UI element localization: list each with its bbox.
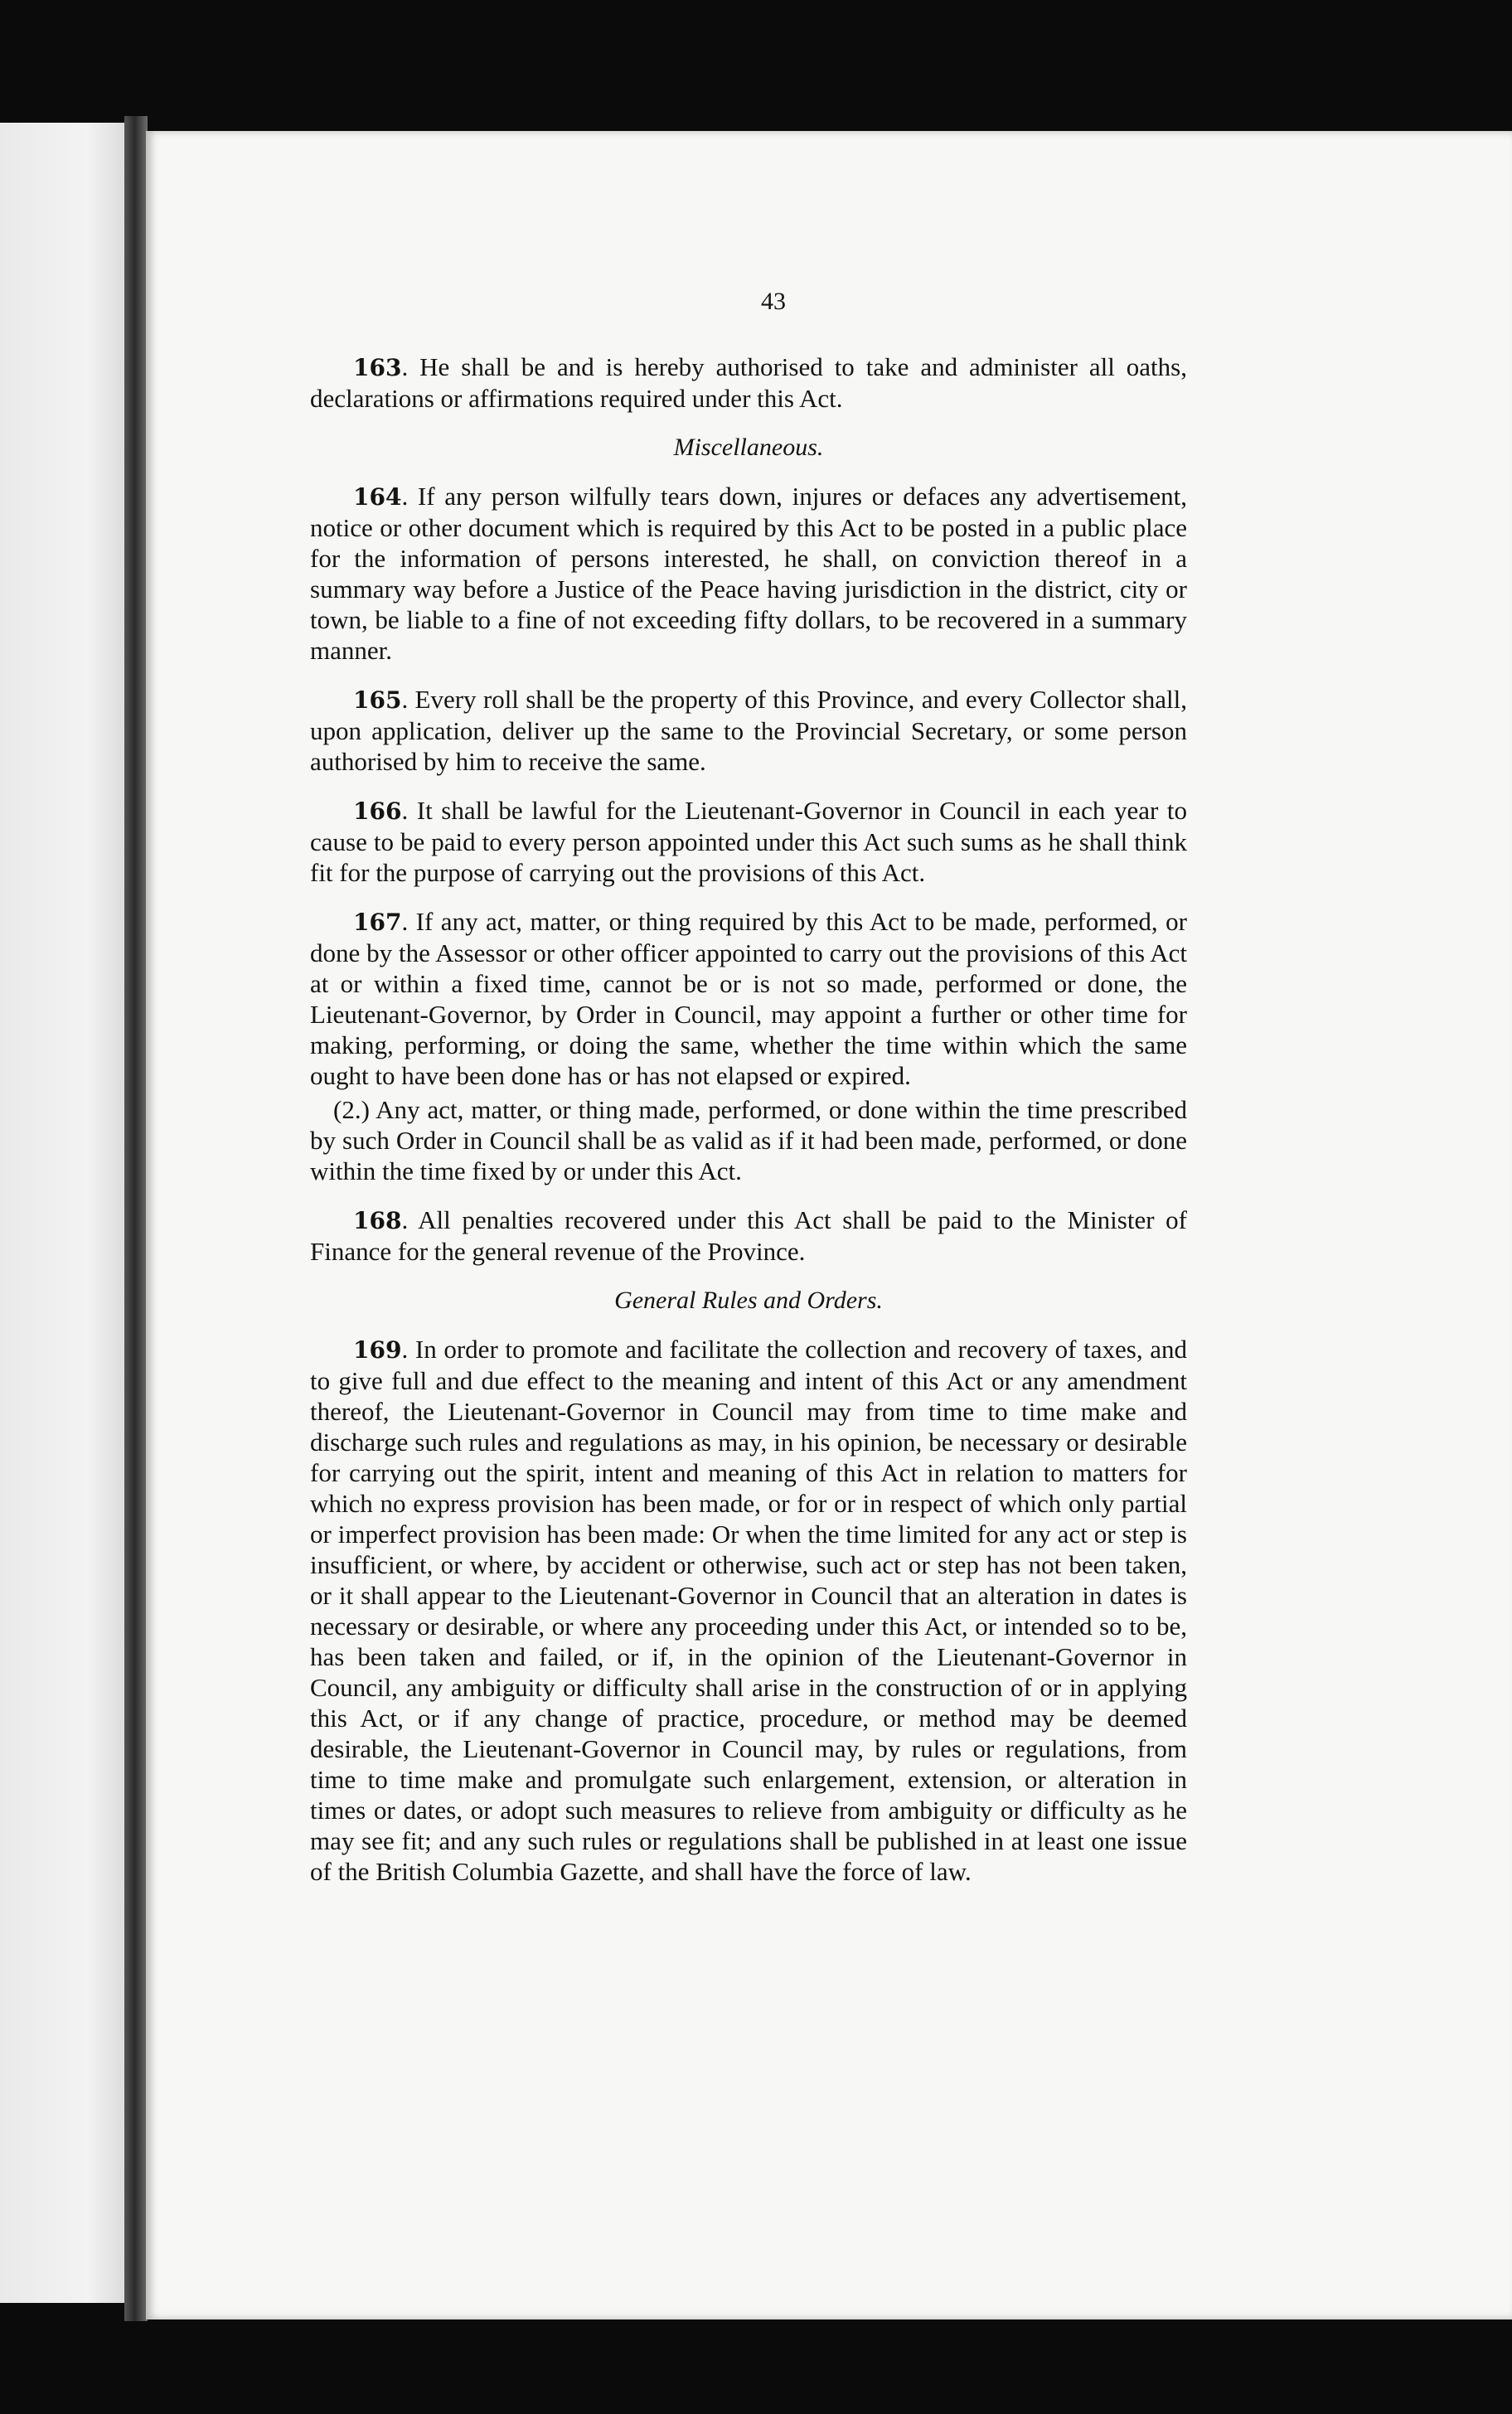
section-167 (310, 906, 1187, 1091)
section-number: 168 (353, 1207, 402, 1234)
section-text: . It shall be lawful for the Lieutenant-Governor in Council in each year to cause to be paid to every person appointed under this Act such sums as he shall think fit for the purpose of carrying out the provisions of this Act. (310, 796, 1187, 887)
heading-general-rules: General Rules and Orders. (614, 1287, 883, 1314)
section-text: . In order to promote and facilitate the collection and recovery of taxes, and to give full and due effect to the meaning and intent of this Act or any amendment thereof, the Lieutenant-Governor in Council may from time to time make and discharge such rules and regulations as may, in his opinion, be necessary or desirable for carrying out the spirit, intent and meaning of this Act in relation to matters for which no express provision has been made, or for or in respect of which only partial or imperfect provision has been made: Or when the time limited for any act or step is insufficient, or where, by accident or otherwise, such act or step has not been taken, or it shall appear to the Lieutenant-Governor in Council that an alteration in dates is necessary or desirable, or where any proceeding under this Act, or intended so to be, has been taken and failed, or if, in the opinion of the Lieutenant-Governor in Council, any ambiguity or difficulty shall arise in the construction of or in applying this Act, or if any change of practice, procedure, or method may be deemed desirable, the Lieutenant-Governor in Council may, by rules or regulations, from time to time make and promulgate such enlargement, extension, or alteration in times or dates, or adopt such measures to relieve from ambiguity or difficulty as he may see fit; and any such rules or regulations shall be published in at least one issue of the British Columbia Gazette, and shall have the force of law. (310, 1335, 1187, 1886)
section-text: . If any act, matter, or thing required by this Act to be made, performed, or done by the Assessor or other officer appointed to carry out the provisions of this Act at or within a fixed time, cannot be or is not so made, performed or done, the Lieutenant-Governor, by Order in Council, may appoint a further or other time for making, performing, or doing the same, whether the time within which the same ought to have been done has or has not elapsed or expired. (310, 907, 1187, 1090)
section-text: . If any person wilfully tears down, injures or defaces any advertisement, notice or other document which is required by this Act to be posted in a public place for the information of persons interested, he shall, on conviction thereof in a summary way before a Justice of the Peace having jurisdiction in the district, city or town, be liable to a fine of not exceeding fifty dollars, to be recovered in a summary manner. (310, 482, 1187, 665)
section-163 (310, 351, 1187, 414)
book-binding (124, 116, 148, 2321)
section-number: 165 (353, 686, 402, 714)
section-text: . Every roll shall be the property of this Province, and every Collector shall, upon application, deliver up the same to the Provincial Secretary, or some person authorised by him to receive the same. (310, 685, 1187, 776)
section-number: 167 (353, 909, 402, 936)
previous-page-edge (0, 123, 124, 2303)
section-168 (310, 1205, 1187, 1267)
section-166 (310, 795, 1187, 888)
section-165 (310, 684, 1187, 777)
section-169 (310, 1334, 1187, 1887)
section-164 (310, 481, 1187, 666)
section-number: 166 (353, 797, 402, 825)
section-number: 169 (353, 1336, 402, 1364)
page-number: 43 (761, 288, 786, 315)
page-content (310, 287, 1187, 1905)
section-number: 164 (353, 483, 402, 511)
heading-miscellaneous: Miscellaneous. (673, 434, 824, 461)
section-text: . He shall be and is hereby authorised to take and administer all oaths, declarations or affirmations required under this Act. (310, 352, 1187, 413)
section-text: . All penalties recovered under this Act shall be paid to the Minister of Finance for the general revenue of the Province. (310, 1205, 1187, 1266)
section-167-subsection-2: (2.) Any act, matter, or thing made, performed, or done within the time prescribed by such Order in Council shall be as valid as if it had been made, performed, or done within the time fixed by or under this Act. (310, 1095, 1187, 1185)
section-number: 163 (353, 354, 402, 381)
